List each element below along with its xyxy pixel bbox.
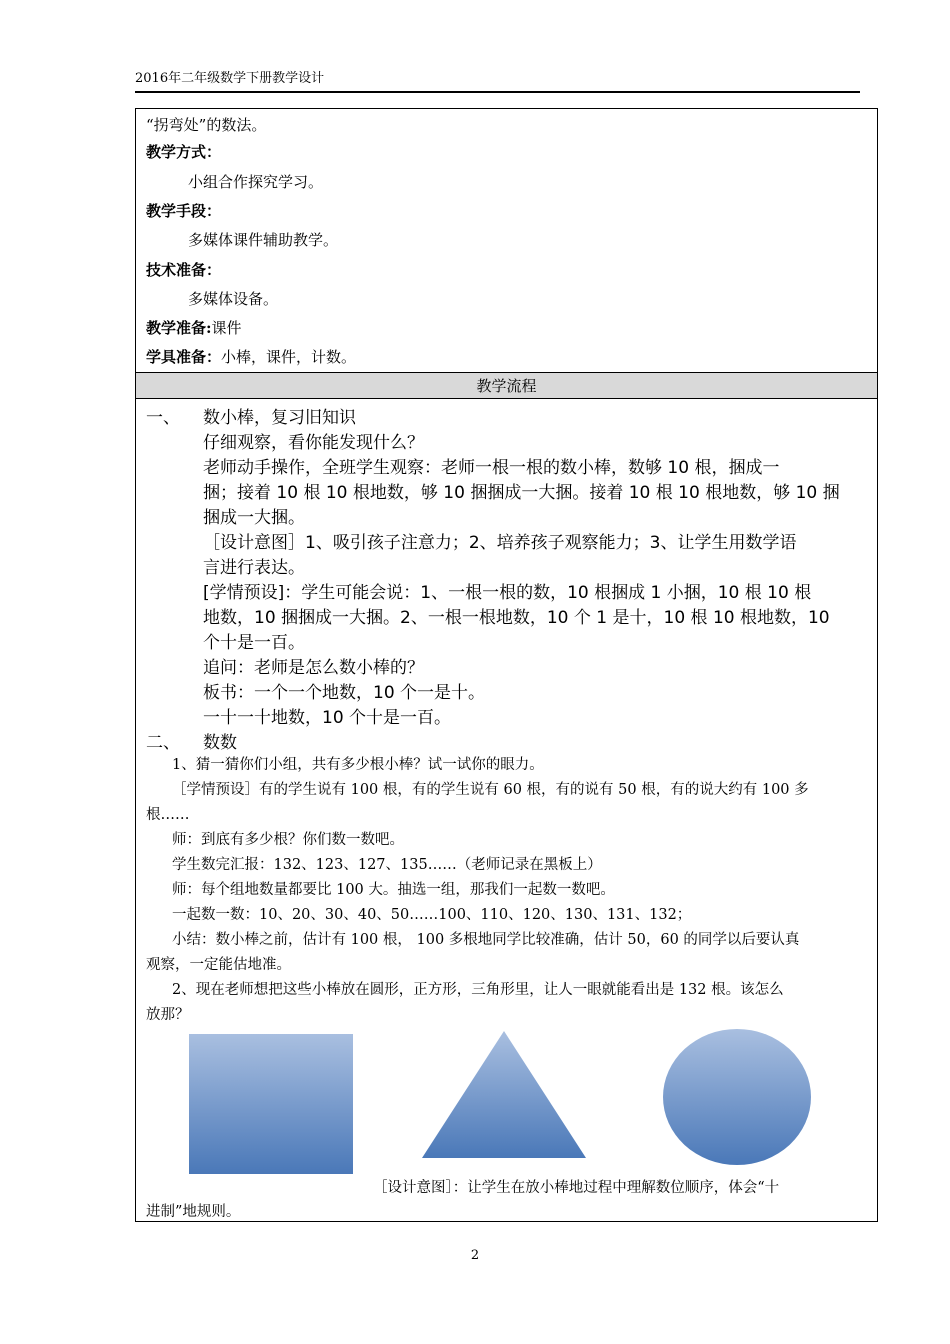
preparation-section <box>135 108 878 373</box>
s2-line-7: 一起数一数：10、20、30、40、50……100、110、120、130、131、132； <box>172 907 692 923</box>
s2-line-5: 学生数完汇报：132、123、127、135……（老师记录在黑板上） <box>172 857 602 873</box>
s1-line-12: 一十一十地数，10 个十是一百。 <box>203 708 452 728</box>
method-text: 小组合作探究学习。 <box>188 173 324 191</box>
s1-line-5: ［设计意图］1、吸引孩子注意力；2、培养孩子观察能力；3、让学生用数学语 <box>203 533 797 553</box>
page-header <box>135 70 860 93</box>
s2-line-6: 师：每个组地数量都要比 100 大。抽选一组，那我们一起数一数吧。 <box>172 882 615 898</box>
means-label: 教学手段： <box>146 202 222 220</box>
s2-line-9: 观察，一定能估地准。 <box>146 957 291 973</box>
triangle-shape <box>422 1031 586 1158</box>
tech-text: 多媒体设备。 <box>188 290 279 308</box>
tools-text: 小棒，课件，计数。 <box>221 348 357 366</box>
s2-line-8: 小结：数小棒之前，估计有 100 根， 100 多根地同学比较准确，估计 50，60 的同学以后要认真 <box>172 932 800 948</box>
teaching-flow-section <box>135 398 878 1222</box>
s1-line-9: 个十是一百。 <box>203 633 305 653</box>
s2-line-4: 师：到底有多少根？你们数一数吧。 <box>172 832 404 848</box>
s2-line-3: 根…… <box>146 807 190 823</box>
tools-label: 学具准备： <box>146 348 222 366</box>
tools-line <box>146 346 356 367</box>
section-2-title: 数数 <box>203 733 237 753</box>
shapes-illustration <box>136 1024 877 1174</box>
s1-line-3: 捆；接着 10 根 10 根地数，够 10 捆捆成一大捆。接着 10 根 10 根地数，够 10 捆 <box>203 483 840 503</box>
s1-line-7: [学情预设]：学生可能会说：1、一根一根的数，10 根捆成 1 小捆，10 根 10 根 <box>203 583 812 603</box>
s1-line-1: 仔细观察，看你能发现什么？ <box>203 433 424 453</box>
flow-title-bar <box>135 372 878 399</box>
s2-line-13: 进制”地规则。 <box>146 1204 241 1220</box>
s1-line-6: 言进行表达。 <box>203 558 305 578</box>
tech-label: 技术准备： <box>146 261 222 279</box>
square-shape <box>189 1034 353 1174</box>
s1-line-10: 追问：老师是怎么数小棒的？ <box>203 658 424 678</box>
s2-line-11: 放那？ <box>146 1007 190 1023</box>
teach-prep-line <box>146 317 242 338</box>
s1-line-8: 地数，10 捆捆成一大捆。2、一根一根地数，10 个 1 是十，10 根 10 根地数，10 <box>203 608 830 628</box>
s2-line-2: ［学情预设］有的学生说有 100 根，有的学生说有 60 根，有的说有 50 根，有的说大约有 100 多 <box>172 782 809 798</box>
means-text: 多媒体课件辅助教学。 <box>188 231 339 249</box>
flow-title: 教学流程 <box>476 377 537 395</box>
page-number: 2 <box>470 1248 480 1263</box>
section-2-number: 二、 <box>146 733 180 753</box>
teach-prep-label: 教学准备: <box>146 319 212 337</box>
s2-line-12: ［设计意图］：让学生在放小棒地过程中理解数位顺序，体会“十 <box>373 1180 780 1196</box>
header-title: 2016年二年级数学下册教学设计 <box>135 71 325 86</box>
s2-line-10: 2、现在老师想把这些小棒放在圆形，正方形，三角形里，让人一眼就能看出是 132 根。该怎么 <box>172 982 784 998</box>
section-1-number: 一、 <box>146 408 180 428</box>
s1-line-11: 板书：一个一个地数，10 个一是十。 <box>203 683 486 703</box>
s1-line-2: 老师动手操作，全班学生观察：老师一根一根的数小棒，数够 10 根，捆成一 <box>203 458 780 478</box>
circle-shape <box>663 1029 811 1165</box>
method-label: 教学方式： <box>146 143 222 161</box>
s1-line-4: 捆成一大捆。 <box>203 508 305 528</box>
teach-prep-text: 课件 <box>211 319 242 337</box>
section-1-title: 数小棒，复习旧知识 <box>203 408 356 428</box>
prep-line-0: “拐弯处”的数法。 <box>146 116 267 134</box>
s2-line-1: 1、猜一猜你们小组，共有多少根小棒？试一试你的眼力。 <box>172 757 544 773</box>
